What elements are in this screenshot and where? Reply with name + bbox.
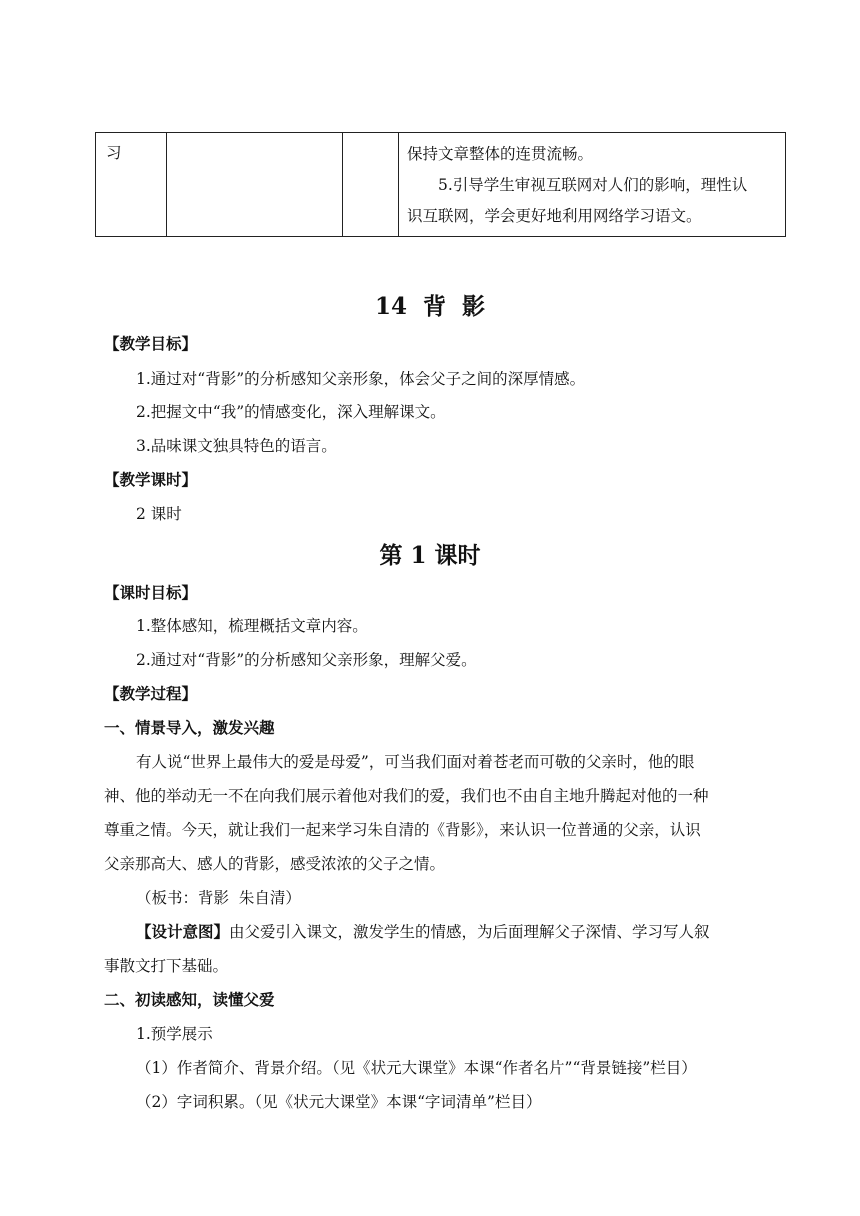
paragraph-line: 神、他的举动无一不在向我们展示着他对我们的爱，我们也不由自主地升腾起对他的一种 [104, 787, 709, 805]
lesson-title: 14 背 影 [374, 293, 486, 320]
design-intent-label: 【设计意图】 [136, 922, 230, 941]
table-row [96, 133, 786, 237]
period-title: 第 1 课时 [379, 542, 481, 569]
period-goal-item: 2.通过对“背影”的分析感知父亲形象，理解父爱。 [136, 651, 477, 669]
preview-title: 1.预学展示 [136, 1025, 213, 1043]
table-cell-stage [96, 133, 167, 237]
goal-item: 1.通过对“背影”的分析感知父亲形象，体会父子之间的深厚情感。 [136, 370, 586, 388]
section-heading: 一、情景导入，激发兴趣 [104, 718, 275, 737]
process-heading: 【教学过程】 [104, 684, 198, 703]
hours-heading: 【教学课时】 [104, 470, 198, 489]
preview-item: （2）字词积累。（见《状元大课堂》本课“字词清单”栏目） [136, 1093, 542, 1111]
table-line: 保持文章整体的连贯流畅。 [407, 145, 594, 163]
paragraph-line: 有人说“世界上最伟大的爱是母爱”，可当我们面对着苍老而可敬的父亲时，他的眼 [136, 753, 695, 771]
period-goal-item: 1.整体感知，梳理概括文章内容。 [136, 617, 368, 635]
goal-item: 2.把握文中“我”的情感变化，深入理解课文。 [136, 403, 446, 421]
paragraph-line: 父亲那高大、感人的背影，感受浓浓的父子之情。 [104, 855, 446, 873]
period-goals-heading: 【课时目标】 [104, 583, 198, 602]
design-intent-line-2: 事散文打下基础。 [104, 957, 229, 975]
table-cell-empty [167, 133, 343, 237]
paragraph-line: 尊重之情。今天，就让我们一起来学习朱自清的《背影》，来认识一位普通的父亲，认识 [104, 821, 701, 839]
design-intent-text: 由父爱引入课文，激发学生的情感，为后面理解父子深情、学习写人叙 [229, 923, 710, 941]
hours-value: 2 课时 [136, 505, 182, 523]
preview-item: （1）作者简介、背景介绍。（见《状元大课堂》本课“作者名片”“背景链接”栏目） [136, 1059, 697, 1077]
design-intent-line [136, 922, 816, 942]
section-heading: 二、初读感知，读懂父爱 [104, 990, 275, 1009]
goals-heading: 【教学目标】 [104, 334, 198, 353]
board-note: （板书：背影 朱自清） [136, 889, 301, 907]
table-line: 5.引导学生审视互联网对人们的影响，理性认 [438, 176, 748, 194]
continued-lesson-table [95, 132, 786, 237]
table-cell-text: 习 [106, 144, 122, 162]
table-line: 识互联网，学会更好地利用网络学习语文。 [407, 207, 702, 225]
table-cell-empty [343, 133, 399, 237]
table-cell-content [399, 133, 786, 237]
goal-item: 3.品味课文独具特色的语言。 [136, 437, 337, 455]
